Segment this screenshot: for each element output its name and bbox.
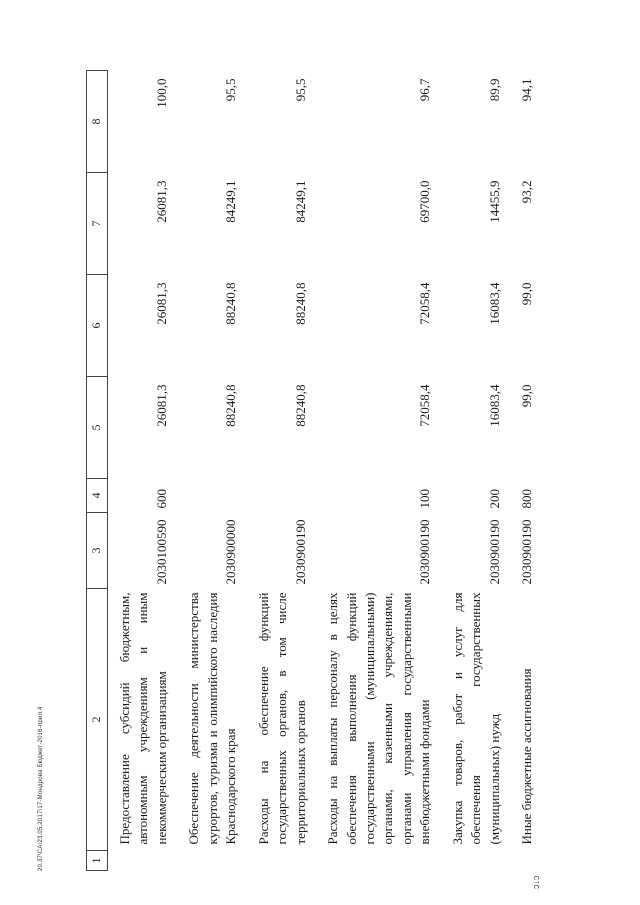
value-col5: 72058,4 bbox=[417, 384, 433, 427]
value-col5: 99,0 bbox=[519, 384, 535, 408]
target-article-code: 2030900190 bbox=[486, 519, 502, 585]
expense-type-code: 600 bbox=[153, 489, 169, 509]
column-number-row bbox=[87, 71, 108, 871]
table-row bbox=[177, 71, 246, 871]
value-col7: 26081,3 bbox=[153, 180, 169, 223]
value-col5: 88240,8 bbox=[292, 384, 308, 427]
row-blank-cell bbox=[510, 851, 542, 871]
table-row bbox=[441, 71, 510, 871]
value-col7: 84249,1 bbox=[223, 180, 239, 223]
expense-name: Иные бюджетные ассигнования bbox=[519, 668, 535, 845]
value-col6: 99,0 bbox=[519, 282, 535, 306]
column-number: 3 bbox=[87, 513, 108, 589]
value-col7: 69700,0 bbox=[417, 180, 433, 223]
value-col5: 16083,4 bbox=[486, 384, 502, 427]
value-col8: 94,1 bbox=[519, 78, 535, 102]
value-col7: 84249,1 bbox=[292, 180, 308, 223]
target-article-code: 2030900190 bbox=[292, 519, 308, 585]
value-col6: 26081,3 bbox=[153, 282, 169, 325]
value-col8: 95,5 bbox=[292, 78, 308, 102]
value-col6: 16083,4 bbox=[486, 282, 502, 325]
table-row bbox=[316, 71, 441, 871]
column-number: 1 bbox=[87, 851, 108, 871]
expense-type-code bbox=[177, 479, 246, 513]
table-row bbox=[510, 71, 542, 871]
value-col6: 88240,8 bbox=[223, 282, 239, 325]
target-article-code: 2030900000 bbox=[223, 519, 239, 585]
expense-type-code: 200 bbox=[486, 489, 502, 509]
target-article-code: 2030900190 bbox=[417, 519, 433, 585]
column-number: 2 bbox=[87, 589, 108, 851]
column-number: 4 bbox=[87, 479, 108, 513]
value-col6: 72058,4 bbox=[417, 282, 433, 325]
value-col6: 88240,8 bbox=[292, 282, 308, 325]
column-number: 7 bbox=[87, 173, 108, 275]
expense-name: Предоставление субсидий бюджетным, автономным учреждениям и иным некоммерческим организациям bbox=[117, 592, 169, 845]
target-article-code: 2030100590 bbox=[153, 519, 169, 585]
column-number: 8 bbox=[87, 71, 108, 173]
value-col8: 96,7 bbox=[417, 78, 433, 102]
expense-type-code bbox=[247, 479, 316, 513]
value-col7: 14455,9 bbox=[486, 180, 502, 223]
column-number: 5 bbox=[87, 377, 108, 479]
corner-mark: ɔ↓ɔ bbox=[531, 875, 541, 889]
table-row bbox=[247, 71, 316, 871]
row-blank-cell bbox=[316, 851, 441, 871]
rotated-content bbox=[38, 71, 542, 889]
expense-name: Закупка товаров, работ и услуг для обеспечения государственных (муниципальных) нужд bbox=[449, 592, 502, 845]
footer-path: 20.37\CA/23.05.2017\17-Мондрова Бюджет-2016-прил.4 bbox=[38, 706, 44, 871]
value-col5: 88240,8 bbox=[223, 384, 239, 427]
row-blank-cell bbox=[177, 851, 246, 871]
value-col8: 95,5 bbox=[223, 78, 239, 102]
column-number: 6 bbox=[87, 275, 108, 377]
expense-name: Расходы на обеспечение функций государственных органов, в том числе территориальных органов bbox=[255, 592, 308, 845]
value-col8: 89,9 bbox=[486, 78, 502, 102]
expense-name: Расходы на выплаты персоналу в целях обеспечения выполнения функций государственными (муниципальными) органами, казенными учреждениями, органами управления государственными внебюджетными фондами bbox=[325, 592, 433, 845]
budget-table bbox=[86, 70, 543, 871]
table-row bbox=[108, 71, 178, 871]
row-blank-cell bbox=[108, 851, 178, 871]
value-col5: 26081,3 bbox=[153, 384, 169, 427]
row-blank-cell bbox=[247, 851, 316, 871]
expense-name: Обеспечение деятельности министерства курортов, туризма и олимпийского наследия Краснодарского края bbox=[186, 592, 239, 845]
expense-type-code: 800 bbox=[519, 489, 535, 509]
value-col7: 93,2 bbox=[519, 180, 535, 204]
expense-type-code: 100 bbox=[417, 489, 433, 509]
value-col8: 100,0 bbox=[153, 78, 169, 108]
row-blank-cell bbox=[441, 851, 510, 871]
target-article-code: 2030900190 bbox=[519, 519, 535, 585]
